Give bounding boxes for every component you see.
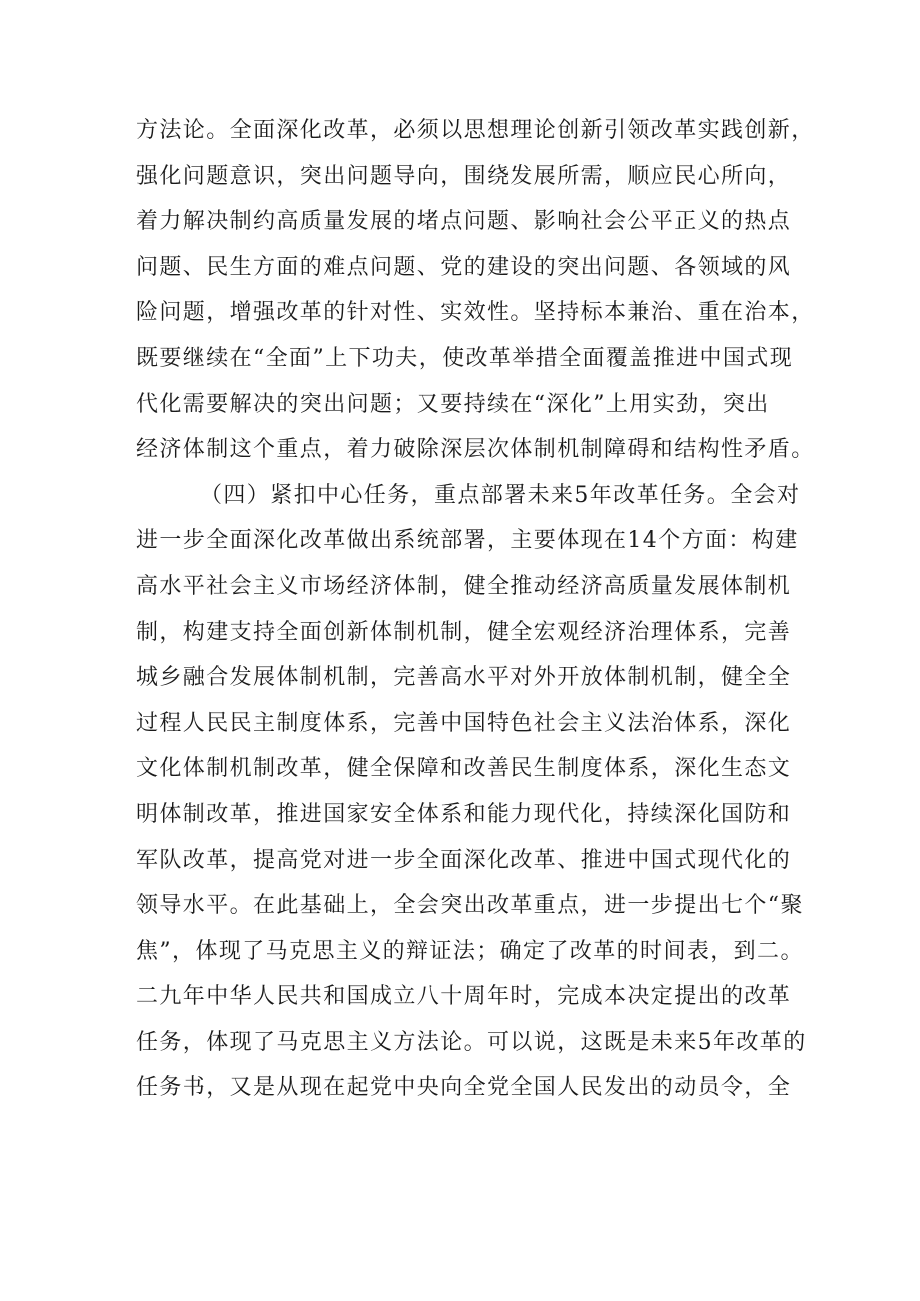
text-line: 过程人民民主制度体系，完善中国特色社会主义法治体系，深化	[136, 710, 792, 736]
text-line: 经济体制这个重点，着力破除深层次体制机制障碍和结构性矛盾。	[136, 437, 815, 463]
text-line: 高水平社会主义市场经济体制，健全推动经济高质量发展体制机	[136, 573, 792, 599]
text-line: 焦”，体现了马克思主义的辩证法；确定了改革的时间表，到二。	[136, 938, 804, 964]
document-body	[136, 108, 815, 1111]
text-line: 强化问题意识，突出问题导向，围绕发展所需，顺应民心所向，	[136, 163, 792, 189]
text-line: 文化体制机制改革，健全保障和改善民生制度体系，深化生态文	[136, 756, 792, 782]
text-line: 军队改革，提高党对进一步全面深化改革、推进中国式现代化的	[136, 847, 792, 873]
text-line: 明体制改革，推进国家安全体系和能力现代化，持续深化国防和	[136, 801, 792, 827]
text-line: 代化需要解决的突出问题；又要持续在“深化”上用实劲，突出	[136, 391, 770, 417]
text-line: 既要继续在“全面”上下功夫，使改革举措全面覆盖推进中国式现	[136, 345, 794, 371]
text-line: 进一步全面深化改革做出系统部署，主要体现在14个方面：构建	[136, 528, 799, 554]
text-line: 方法论。全面深化改革，必须以思想理论创新引领改革实践创新，	[136, 118, 815, 143]
text-line: 任务，体现了马克思主义方法论。可以说，这既是未来5年改革的	[136, 1029, 807, 1055]
text-line: 城乡融合发展体制机制，完善高水平对外开放体制机制，健全全	[136, 665, 792, 691]
text-line: 问题、民生方面的难点问题、党的建设的突出问题、各领域的风	[136, 254, 792, 280]
paragraph-start-line: （四）紧扣中心任务，重点部署未来5年改革任务。全会对	[200, 482, 801, 508]
text-line: 制，构建支持全面创新体制机制，健全宏观经济治理体系，完善	[136, 619, 792, 645]
text-line: 着力解决制约高质量发展的堵点问题、影响社会公平正义的热点	[136, 209, 792, 235]
text-line: 领导水平。在此基础上，全会突出改革重点，进一步提出七个“聚	[136, 893, 804, 919]
text-line: 险问题，增强改革的针对性、实效性。坚持标本兼治、重在治本，	[136, 300, 815, 326]
text-line: 二九年中华人民共和国成立八十周年时，完成本决定提出的改革	[136, 984, 792, 1010]
text-line: 任务书，又是从现在起党中央向全党全国人民发出的动员令，全	[136, 1075, 792, 1101]
